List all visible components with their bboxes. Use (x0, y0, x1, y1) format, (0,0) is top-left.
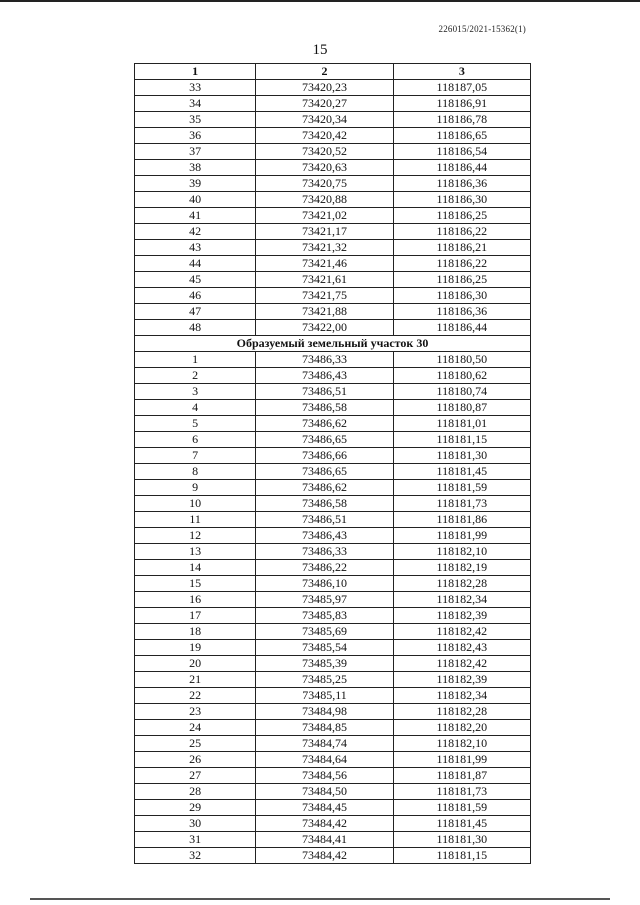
point-number-cell: 8 (135, 464, 256, 480)
table-row (135, 384, 531, 400)
y-coordinate-cell: 118182,20 (393, 720, 530, 736)
table-row (135, 160, 531, 176)
x-coordinate-cell: 73486,66 (256, 448, 393, 464)
coordinates-table (134, 63, 531, 864)
point-number-cell: 30 (135, 816, 256, 832)
point-number-cell: 25 (135, 736, 256, 752)
y-coordinate-cell: 118186,54 (393, 144, 530, 160)
point-number-cell: 9 (135, 480, 256, 496)
y-coordinate-cell: 118186,22 (393, 224, 530, 240)
y-coordinate-cell: 118181,15 (393, 848, 530, 864)
table-row (135, 208, 531, 224)
table-row (135, 112, 531, 128)
x-coordinate-cell: 73422,00 (256, 320, 393, 336)
y-coordinate-cell: 118182,19 (393, 560, 530, 576)
point-number-cell: 32 (135, 848, 256, 864)
column-header-number: 1 (135, 64, 256, 80)
x-coordinate-cell: 73421,32 (256, 240, 393, 256)
x-coordinate-cell: 73486,62 (256, 480, 393, 496)
column-header-x: 2 (256, 64, 393, 80)
y-coordinate-cell: 118182,28 (393, 704, 530, 720)
point-number-cell: 20 (135, 656, 256, 672)
table-header-row (135, 64, 531, 80)
point-number-cell: 19 (135, 640, 256, 656)
point-number-cell: 18 (135, 624, 256, 640)
x-coordinate-cell: 73420,42 (256, 128, 393, 144)
table-row (135, 720, 531, 736)
table-row (135, 432, 531, 448)
table-row (135, 368, 531, 384)
point-number-cell: 35 (135, 112, 256, 128)
x-coordinate-cell: 73485,83 (256, 608, 393, 624)
table-row (135, 704, 531, 720)
y-coordinate-cell: 118182,34 (393, 592, 530, 608)
table-row (135, 464, 531, 480)
table-row (135, 416, 531, 432)
table-row (135, 240, 531, 256)
x-coordinate-cell: 73420,52 (256, 144, 393, 160)
x-coordinate-cell: 73484,74 (256, 736, 393, 752)
point-number-cell: 1 (135, 352, 256, 368)
x-coordinate-cell: 73485,54 (256, 640, 393, 656)
x-coordinate-cell: 73486,43 (256, 368, 393, 384)
x-coordinate-cell: 73484,64 (256, 752, 393, 768)
document-number: 226015/2021-15362(1) (438, 24, 526, 34)
y-coordinate-cell: 118182,10 (393, 736, 530, 752)
y-coordinate-cell: 118182,39 (393, 608, 530, 624)
table-row (135, 224, 531, 240)
y-coordinate-cell: 118186,36 (393, 176, 530, 192)
y-coordinate-cell: 118186,65 (393, 128, 530, 144)
point-number-cell: 45 (135, 272, 256, 288)
x-coordinate-cell: 73484,50 (256, 784, 393, 800)
table-row (135, 192, 531, 208)
y-coordinate-cell: 118180,62 (393, 368, 530, 384)
point-number-cell: 11 (135, 512, 256, 528)
x-coordinate-cell: 73421,61 (256, 272, 393, 288)
point-number-cell: 23 (135, 704, 256, 720)
x-coordinate-cell: 73484,41 (256, 832, 393, 848)
x-coordinate-cell: 73484,42 (256, 816, 393, 832)
table-row (135, 320, 531, 336)
x-coordinate-cell: 73486,62 (256, 416, 393, 432)
point-number-cell: 7 (135, 448, 256, 464)
y-coordinate-cell: 118186,22 (393, 256, 530, 272)
point-number-cell: 22 (135, 688, 256, 704)
y-coordinate-cell: 118182,39 (393, 672, 530, 688)
x-coordinate-cell: 73484,42 (256, 848, 393, 864)
table-body (135, 80, 531, 864)
table-row (135, 256, 531, 272)
point-number-cell: 36 (135, 128, 256, 144)
table-row (135, 544, 531, 560)
table-row (135, 576, 531, 592)
point-number-cell: 24 (135, 720, 256, 736)
y-coordinate-cell: 118186,44 (393, 160, 530, 176)
x-coordinate-cell: 73485,25 (256, 672, 393, 688)
top-border-line (0, 0, 640, 2)
table-row (135, 176, 531, 192)
point-number-cell: 17 (135, 608, 256, 624)
x-coordinate-cell: 73486,58 (256, 496, 393, 512)
table-row (135, 144, 531, 160)
y-coordinate-cell: 118181,30 (393, 448, 530, 464)
y-coordinate-cell: 118186,91 (393, 96, 530, 112)
point-number-cell: 13 (135, 544, 256, 560)
y-coordinate-cell: 118180,87 (393, 400, 530, 416)
bottom-border-line (30, 898, 610, 900)
table-row (135, 848, 531, 864)
table-row (135, 80, 531, 96)
point-number-cell: 2 (135, 368, 256, 384)
table-row (135, 816, 531, 832)
point-number-cell: 5 (135, 416, 256, 432)
point-number-cell: 33 (135, 80, 256, 96)
x-coordinate-cell: 73420,34 (256, 112, 393, 128)
table-row (135, 128, 531, 144)
y-coordinate-cell: 118182,28 (393, 576, 530, 592)
table-row (135, 448, 531, 464)
x-coordinate-cell: 73486,22 (256, 560, 393, 576)
point-number-cell: 34 (135, 96, 256, 112)
x-coordinate-cell: 73486,43 (256, 528, 393, 544)
point-number-cell: 44 (135, 256, 256, 272)
y-coordinate-cell: 118181,87 (393, 768, 530, 784)
point-number-cell: 15 (135, 576, 256, 592)
y-coordinate-cell: 118186,21 (393, 240, 530, 256)
y-coordinate-cell: 118187,05 (393, 80, 530, 96)
x-coordinate-cell: 73485,11 (256, 688, 393, 704)
table-row (135, 688, 531, 704)
y-coordinate-cell: 118186,25 (393, 272, 530, 288)
x-coordinate-cell: 73486,51 (256, 384, 393, 400)
point-number-cell: 39 (135, 176, 256, 192)
x-coordinate-cell: 73486,65 (256, 464, 393, 480)
x-coordinate-cell: 73421,88 (256, 304, 393, 320)
table-row (135, 672, 531, 688)
point-number-cell: 46 (135, 288, 256, 304)
page-number: 15 (312, 42, 328, 58)
section-title: Образуемый земельный участок 30 (135, 336, 531, 352)
x-coordinate-cell: 73485,97 (256, 592, 393, 608)
x-coordinate-cell: 73485,69 (256, 624, 393, 640)
point-number-cell: 3 (135, 384, 256, 400)
table-row (135, 480, 531, 496)
point-number-cell: 27 (135, 768, 256, 784)
y-coordinate-cell: 118181,86 (393, 512, 530, 528)
point-number-cell: 10 (135, 496, 256, 512)
y-coordinate-cell: 118181,15 (393, 432, 530, 448)
y-coordinate-cell: 118181,01 (393, 416, 530, 432)
x-coordinate-cell: 73484,98 (256, 704, 393, 720)
table-row (135, 272, 531, 288)
table-row (135, 96, 531, 112)
table-row (135, 560, 531, 576)
point-number-cell: 29 (135, 800, 256, 816)
y-coordinate-cell: 118181,59 (393, 800, 530, 816)
column-header-y: 3 (393, 64, 530, 80)
point-number-cell: 48 (135, 320, 256, 336)
x-coordinate-cell: 73486,33 (256, 544, 393, 560)
x-coordinate-cell: 73420,23 (256, 80, 393, 96)
point-number-cell: 14 (135, 560, 256, 576)
point-number-cell: 37 (135, 144, 256, 160)
y-coordinate-cell: 118181,73 (393, 784, 530, 800)
table-row (135, 800, 531, 816)
point-number-cell: 41 (135, 208, 256, 224)
y-coordinate-cell: 118181,59 (393, 480, 530, 496)
x-coordinate-cell: 73420,88 (256, 192, 393, 208)
y-coordinate-cell: 118182,43 (393, 640, 530, 656)
x-coordinate-cell: 73420,27 (256, 96, 393, 112)
y-coordinate-cell: 118186,44 (393, 320, 530, 336)
point-number-cell: 4 (135, 400, 256, 416)
table-row (135, 592, 531, 608)
x-coordinate-cell: 73421,02 (256, 208, 393, 224)
table-row (135, 736, 531, 752)
x-coordinate-cell: 73421,17 (256, 224, 393, 240)
table-row (135, 608, 531, 624)
y-coordinate-cell: 118182,10 (393, 544, 530, 560)
table-row (135, 400, 531, 416)
y-coordinate-cell: 118182,42 (393, 656, 530, 672)
point-number-cell: 6 (135, 432, 256, 448)
y-coordinate-cell: 118186,25 (393, 208, 530, 224)
x-coordinate-cell: 73486,33 (256, 352, 393, 368)
x-coordinate-cell: 73486,65 (256, 432, 393, 448)
y-coordinate-cell: 118186,30 (393, 288, 530, 304)
x-coordinate-cell: 73421,46 (256, 256, 393, 272)
x-coordinate-cell: 73485,39 (256, 656, 393, 672)
point-number-cell: 16 (135, 592, 256, 608)
y-coordinate-cell: 118186,30 (393, 192, 530, 208)
x-coordinate-cell: 73484,85 (256, 720, 393, 736)
x-coordinate-cell: 73484,45 (256, 800, 393, 816)
table-row (135, 640, 531, 656)
point-number-cell: 47 (135, 304, 256, 320)
y-coordinate-cell: 118180,50 (393, 352, 530, 368)
point-number-cell: 40 (135, 192, 256, 208)
point-number-cell: 31 (135, 832, 256, 848)
point-number-cell: 26 (135, 752, 256, 768)
table-row (135, 528, 531, 544)
y-coordinate-cell: 118181,45 (393, 816, 530, 832)
x-coordinate-cell: 73486,10 (256, 576, 393, 592)
table-row (135, 832, 531, 848)
table-row (135, 656, 531, 672)
y-coordinate-cell: 118182,42 (393, 624, 530, 640)
y-coordinate-cell: 118180,74 (393, 384, 530, 400)
x-coordinate-cell: 73421,75 (256, 288, 393, 304)
table-row (135, 784, 531, 800)
table-row (135, 512, 531, 528)
point-number-cell: 42 (135, 224, 256, 240)
x-coordinate-cell: 73420,75 (256, 176, 393, 192)
x-coordinate-cell: 73420,63 (256, 160, 393, 176)
point-number-cell: 28 (135, 784, 256, 800)
table-row (135, 304, 531, 320)
y-coordinate-cell: 118181,73 (393, 496, 530, 512)
point-number-cell: 38 (135, 160, 256, 176)
section-row (135, 336, 531, 352)
y-coordinate-cell: 118186,36 (393, 304, 530, 320)
x-coordinate-cell: 73486,51 (256, 512, 393, 528)
point-number-cell: 21 (135, 672, 256, 688)
x-coordinate-cell: 73486,58 (256, 400, 393, 416)
point-number-cell: 43 (135, 240, 256, 256)
y-coordinate-cell: 118181,99 (393, 528, 530, 544)
y-coordinate-cell: 118181,30 (393, 832, 530, 848)
y-coordinate-cell: 118181,45 (393, 464, 530, 480)
table-row (135, 624, 531, 640)
table-row (135, 768, 531, 784)
table-row (135, 496, 531, 512)
y-coordinate-cell: 118186,78 (393, 112, 530, 128)
point-number-cell: 12 (135, 528, 256, 544)
y-coordinate-cell: 118181,99 (393, 752, 530, 768)
table-row (135, 288, 531, 304)
y-coordinate-cell: 118182,34 (393, 688, 530, 704)
x-coordinate-cell: 73484,56 (256, 768, 393, 784)
table-row (135, 352, 531, 368)
table-row (135, 752, 531, 768)
